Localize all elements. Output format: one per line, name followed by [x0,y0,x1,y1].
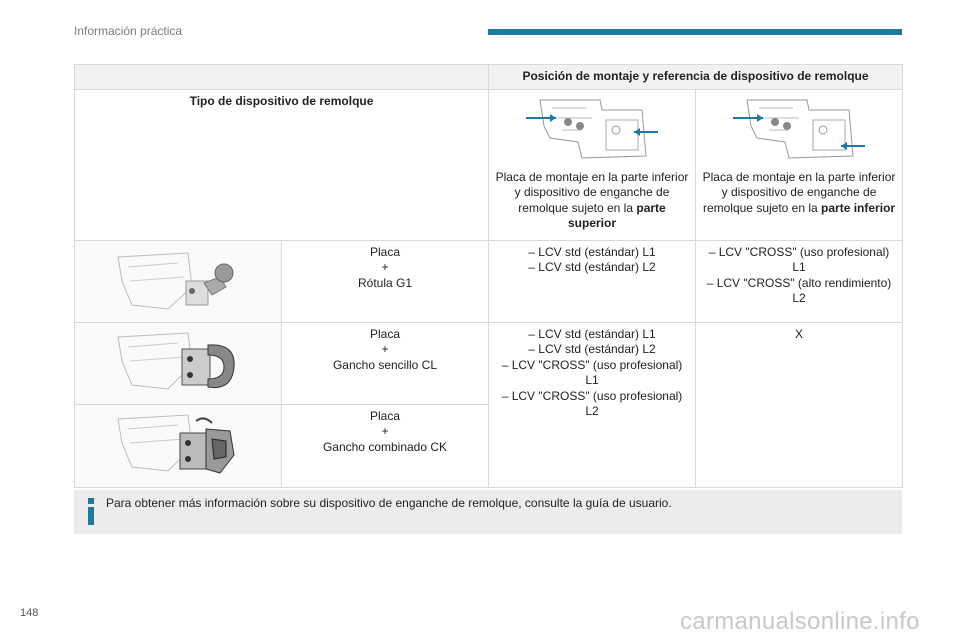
model-item: – LCV "CROSS" (alto rendimiento) L2 [706,275,892,305]
mount-position-header: Posición de montaje y referencia de dispositivo de remolque [489,65,903,90]
device-line: + [381,424,389,438]
mount-lower-illustration [729,96,869,162]
device-type-header: Tipo de dispositivo de remolque [75,89,489,240]
lower-models-cell [696,322,903,487]
model-item: – LCV "CROSS" (uso profesional) L1 [708,244,890,274]
device-cell [282,404,489,487]
watermark: carmanualsonline.info [680,608,920,635]
mount-upper-text: Placa de montaje en la parte inferior y dispositivo de enganche de remolque sujeto en la [495,169,689,215]
device-cell [282,322,489,404]
combined-hook-illustration [108,411,248,481]
lower-models-cell [696,240,903,322]
combined-hook-image-cell [75,404,282,487]
model-item: – LCV std (estándar) L1 [528,326,656,341]
mount-lower-text: Placa de montaje en la parte inferior y dispositivo de enganche de remolque sujeto en la [702,169,896,215]
device-line: Placa [369,326,401,341]
info-icon [86,498,96,524]
model-item: – LCV "CROSS" (uso profesional) L2 [501,388,683,418]
upper-models-cell [489,240,696,322]
model-item: – LCV std (estándar) L2 [528,342,656,356]
device-line: Rótula G1 [357,275,413,290]
device-line: Gancho sencillo CL [332,357,438,372]
mount-upper-illustration [522,96,662,162]
device-line: Placa [369,408,401,423]
section-title: Información práctica [74,24,183,38]
single-hook-illustration [108,329,248,397]
info-note-text: Para obtener más información sobre su dispositivo de enganche de remolque, consulte la guía de usuario. [106,496,672,510]
model-item: – LCV std (estándar) L2 [528,260,656,274]
upper-models-cell [489,322,696,487]
mount-lower-cell [696,89,903,240]
page-number: 148 [20,607,39,619]
ball-hitch-image-cell [75,240,282,322]
device-line: Gancho combinado CK [322,439,448,454]
table-corner [75,65,489,90]
ball-hitch-illustration [108,247,248,315]
model-item: – LCV "CROSS" (uso profesional) L1 [501,357,683,387]
mount-lower-bold: parte inferior [821,200,896,215]
device-line: + [381,342,389,356]
towing-device-table [74,64,903,488]
not-available-mark: X [795,326,804,341]
info-note [74,490,902,534]
mount-upper-cell [489,89,696,240]
header-accent-bar [488,29,902,35]
device-line: + [381,260,389,274]
device-cell [282,240,489,322]
model-item: – LCV std (estándar) L1 [528,244,656,259]
device-line: Placa [369,244,401,259]
single-hook-image-cell [75,322,282,404]
mount-upper-bold: parte superior [567,200,666,230]
